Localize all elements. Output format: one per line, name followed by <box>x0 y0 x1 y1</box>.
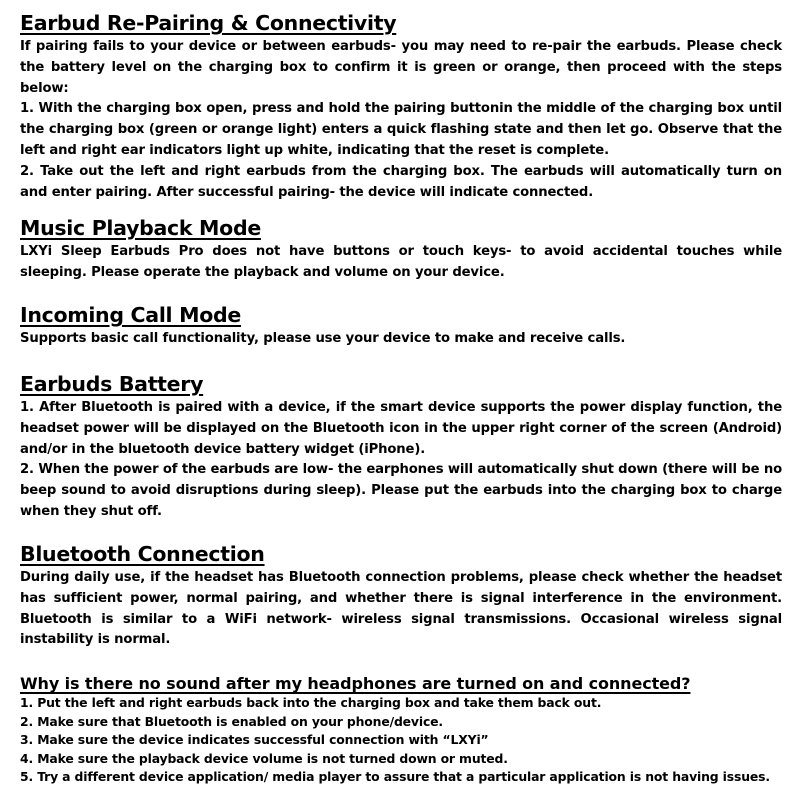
section-heading: Incoming Call Mode <box>20 303 241 327</box>
section-heading: Earbud Re-Pairing & Connectivity <box>20 11 397 35</box>
section-incoming-call <box>20 302 782 350</box>
section-heading: Music Playback Mode <box>20 216 261 240</box>
list-item: 2. Make sure that Bluetooth is enabled on your phone/device. <box>20 713 443 729</box>
section-no-sound-faq <box>20 674 782 787</box>
paragraph: Supports basic call functionality, please use your device to make and receive calls. <box>20 331 626 346</box>
section-heading: Earbuds Battery <box>20 372 204 396</box>
section-earbuds-battery <box>20 371 782 523</box>
list-item: 4. Make sure the playback device volume is not turned down or muted. <box>20 750 508 766</box>
section-heading: Why is there no sound after my headphones are turned on and connected? <box>20 674 691 693</box>
section-heading: Bluetooth Connection <box>20 542 265 566</box>
section-music-playback <box>20 215 782 284</box>
list-item: 5. Try a different device application/ media player to assure that a particular application is not having issues. <box>20 769 770 784</box>
paragraph: 1. With the charging box open, press and hold the pairing buttonin the middle of the charging box until the charging box (green or orange light) enters a quick flashing state and then let go. Observe that the left and right ear indicators light up white, indicating that the reset is complete. <box>20 101 782 158</box>
section-bluetooth-connection <box>20 541 782 651</box>
paragraph: LXYi Sleep Earbuds Pro does not have buttons or touch keys- to avoid accidental touches while sleeping. Please operate the playback and volume on your device. <box>20 244 782 280</box>
paragraph: 2. When the power of the earbuds are low- the earphones will automatically shut down (there will be no beep sound to avoid disruptions during sleep). Please put the earbuds into the charging box to charge when they shut off. <box>20 462 782 519</box>
list-item: 3. Make sure the device indicates successful connection with “LXYi” <box>20 732 489 747</box>
paragraph: 2. Take out the left and right earbuds from the charging box. The earbuds will automatically turn on and enter pairing. After successful pairing- the device will indicate connected. <box>20 163 782 200</box>
paragraph: 1. After Bluetooth is paired with a device, if the smart device supports the power display function, the headset power will be displayed on the Bluetooth icon in the upper right corner of the screen (Android) and/or in the bluetooth device battery widget (iPhone). <box>20 400 782 457</box>
paragraph: If pairing fails to your device or between earbuds- you may need to re-pair the earbuds. Please check the battery level on the charging box to confirm it is green or orange, then proceed with the steps below: <box>20 39 782 96</box>
section-re-pairing <box>20 10 782 203</box>
list-item: 1. Put the left and right earbuds back into the charging box and take them back out. <box>20 695 602 710</box>
paragraph: During daily use, if the headset has Bluetooth connection problems, please check whether the headset has sufficient power, normal pairing, and whether there is signal interference in the environment. Bluetooth is similar to a WiFi network- wireless signal transmissions. Occasional wireless signal instability is normal. <box>20 570 782 648</box>
